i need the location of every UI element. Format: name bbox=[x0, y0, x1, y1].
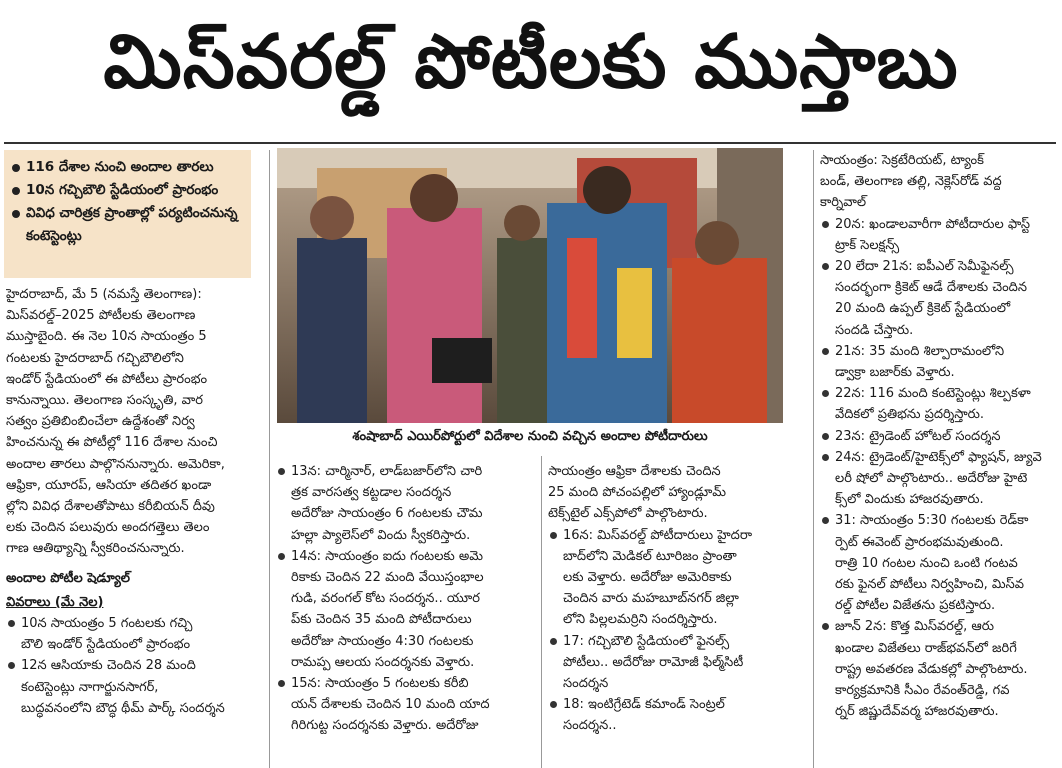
article-column-3 bbox=[548, 461, 810, 768]
highlights-box bbox=[4, 150, 251, 278]
text-line: 16న: మిస్‌వరల్డ్ పోటీదారులు హైదరా bbox=[563, 527, 752, 543]
text-line: కార్యక్రమానికి సీఎం రేవంత్‌రెడ్డి, గవ bbox=[835, 683, 1010, 699]
article-column-1 bbox=[6, 284, 264, 768]
bullet-icon bbox=[822, 623, 829, 630]
text-line: పోటీలు.. అదేరోజు రామోజీ ఫిల్మ్‌సిటీ bbox=[563, 654, 744, 670]
intro-paragraph bbox=[6, 284, 264, 560]
bullet-icon bbox=[822, 221, 829, 228]
bullet-icon bbox=[822, 454, 829, 461]
text-line: కార్నివాల్ bbox=[820, 195, 867, 211]
text-line: ఆఫ్రికా, యూరప్, ఆసియా తదితర ఖండా bbox=[6, 477, 212, 493]
schedule-item bbox=[820, 447, 1058, 511]
schedule-item bbox=[820, 616, 1058, 722]
bullet-icon bbox=[278, 680, 285, 687]
text-line: త్రక వారసత్వ కట్టడాల సందర్శన bbox=[291, 485, 452, 501]
text-line: సందర్భంగా క్రికెట్ ఆడే దేశాలకు చెందిన bbox=[835, 280, 1027, 296]
text-line: లకు చెందిన పలువురు అందగత్తెలు తెలం bbox=[6, 520, 210, 536]
bullet-icon bbox=[278, 553, 285, 560]
text-line: రాష్ట్ర అవతరణ వేడుకల్లో పాల్గొంటారు. bbox=[835, 661, 1028, 677]
bullet-icon bbox=[822, 390, 829, 397]
text-line: గాణ ఆతిథ్యాన్ని స్వీకరించనున్నారు. bbox=[6, 541, 185, 557]
schedule-item bbox=[548, 631, 810, 695]
text-line: ముస్తాబైంది. ఈ నెల 10న సాయంత్రం 5 bbox=[6, 329, 207, 345]
text-line: 22న: 116 మంది కంటెస్టెంట్లు శిల్పకళా bbox=[835, 386, 1031, 402]
text-line: రకు ఫైనల్ పోటీలు నిర్వహించి, మిస్‌వ bbox=[835, 577, 1024, 593]
text-line: బౌలి ఇండోర్ స్టేడియంలో ప్రారంభం bbox=[21, 637, 191, 653]
schedule-item bbox=[820, 341, 1058, 383]
text-line: అందాల తారలు పాల్గొననున్నారు. అమెరికా, bbox=[6, 456, 225, 472]
schedule-item bbox=[820, 510, 1058, 616]
text-line: 20 లేదా 21న: ఐపీఎల్ సెమీఫైనల్స్ bbox=[835, 259, 1014, 275]
text-line: ప్‌కు చెందిన 35 మంది పోటీదారులు bbox=[291, 612, 472, 628]
details-label: వివరాలు (మే నెల) bbox=[6, 594, 104, 610]
bullet-icon bbox=[278, 468, 285, 475]
schedule-item bbox=[820, 150, 1058, 214]
highlight-item: వివిధ చారిత్రక ప్రాంతాల్లో పర్యటించనున్న కంటెస్టెంట్లు bbox=[10, 202, 245, 248]
text-line: గంటలకు హైదరాబాద్ గచ్చిబౌలిలోని bbox=[6, 350, 184, 366]
text-line: గిరిగుట్ట సందర్శనకు వెళ్తారు. అదేరోజు bbox=[291, 718, 479, 734]
schedule-item bbox=[548, 461, 810, 525]
highlight-item: 116 దేశాల నుంచి అందాల తారలు bbox=[10, 156, 245, 179]
text-line: కానున్నాయి. తెలంగాణ సంస్కృతి, వార bbox=[6, 393, 203, 409]
text-line: హించనున్న ఈ పోటీల్లో 116 దేశాల నుంచి bbox=[6, 435, 218, 451]
text-line: క్స్‌లో విందుకు హాజరవుతారు. bbox=[835, 492, 984, 508]
bullet-icon bbox=[12, 164, 20, 172]
text-line: లోని పిల్లలమర్రిని సందర్శిస్తారు. bbox=[563, 612, 718, 628]
bullet-icon bbox=[550, 638, 557, 645]
schedule-item bbox=[820, 383, 1058, 425]
text-line: 23న: ట్రైడెంట్ హోటల్ సందర్శన bbox=[835, 428, 1001, 444]
text-line: డ్వాక్రా బజార్‌కు వెళ్తారు. bbox=[835, 365, 955, 381]
text-line: సత్వం ప్రతిబింబించేలా ఉద్దేశంతో నిర్వ bbox=[6, 414, 195, 430]
text-line: 25 మంది పోచంపల్లిలో హ్యాండ్లూమ్ bbox=[548, 485, 727, 501]
text-line: ఇండోర్ స్టేడియంలో ఈ పోటీలు ప్రారంభం bbox=[6, 371, 208, 387]
schedule-item bbox=[276, 673, 538, 737]
text-line: రాత్రి 10 గంటల నుంచి ఒంటి గంటవ bbox=[835, 555, 1018, 571]
bullet-icon bbox=[550, 701, 557, 708]
schedule-list bbox=[6, 613, 264, 719]
column-divider bbox=[813, 150, 814, 768]
photo-caption: శంషాబాద్ ఎయిర్‌పోర్టులో విదేశాల నుంచి వచ్చిన అందాల పోటీదారులు bbox=[352, 429, 708, 444]
text-line: 31: సాయంత్రం 5:30 గంటలకు రెడ్‌కా bbox=[835, 513, 1029, 529]
column-divider bbox=[541, 456, 542, 768]
text-line: సాయంత్రం: సెక్రటేరియట్, ట్యాంక్ bbox=[820, 153, 984, 168]
schedule-item bbox=[820, 256, 1058, 341]
schedule-item bbox=[276, 461, 538, 546]
bullet-icon bbox=[822, 433, 829, 440]
text-line: జూన్ 2న: కొత్త మిస్‌వరల్డ్, ఆరు bbox=[835, 619, 994, 635]
schedule-item bbox=[548, 525, 810, 631]
bullet-icon bbox=[822, 348, 829, 355]
text-line: చెందిన వారు మహబూబ్‌నగర్ జిల్లా bbox=[563, 591, 739, 607]
bullet-icon bbox=[12, 210, 20, 218]
text-line: బుద్ధవనంలోని బౌద్ధ థీమ్ పార్క్ సందర్శన bbox=[21, 700, 225, 716]
text-line: సందర్శన bbox=[563, 676, 609, 692]
headline: మిస్‌వరల్డ్ పోటీలకు ముస్తాబు bbox=[103, 19, 959, 105]
text-line: ట్రాక్ సెలక్షన్స్ bbox=[835, 237, 900, 253]
text-line: లరీ షోలో పాల్గొంటారు.. అదేరోజు హైటె bbox=[835, 471, 1028, 487]
text-line: ల్లోని వివిధ దేశాలతోపాటు కరీబియన్ దీవు bbox=[6, 499, 215, 515]
article-column-2 bbox=[276, 461, 538, 768]
schedule-item bbox=[820, 214, 1058, 256]
column-divider bbox=[269, 150, 270, 768]
text-line: బాద్‌లోని మెడికల్ టూరిజం ప్రాంతా bbox=[563, 548, 737, 564]
schedule-item bbox=[548, 694, 810, 736]
bullet-icon bbox=[12, 187, 20, 195]
airport-photo-icon bbox=[277, 148, 783, 423]
text-line: 24న: ట్రైడెంట్/హైటెక్స్‌లో ఫ్యాషన్, జ్యువె bbox=[835, 449, 1042, 465]
text-line: ఖండాల విజేతలు రాజ్‌భవన్‌లో జరిగే bbox=[835, 640, 1017, 656]
text-line: 14న: సాయంత్రం ఐదు గంటలకు అమె bbox=[291, 548, 483, 564]
text-line: 12న ఆసియాకు చెందిన 28 మంది bbox=[21, 658, 196, 674]
text-line: 10న సాయంత్రం 5 గంటలకు గచ్చి bbox=[21, 616, 193, 632]
bullet-icon bbox=[822, 517, 829, 524]
text-line: హల్లా ప్యాలెస్‌లో విందు స్వీకరిస్తారు. bbox=[291, 527, 471, 543]
text-line: బండ్, తెలంగాణ తల్లి, నెక్లెస్‌రోడ్ వద్ద bbox=[820, 174, 1002, 190]
schedule-item bbox=[276, 546, 538, 673]
text-line: వేదికలో ప్రతిభను ప్రదర్శిస్తారు. bbox=[835, 407, 984, 423]
bullet-icon bbox=[8, 620, 15, 627]
text-line: 13న: చార్మినార్, లాడ్‌బజార్‌లోని చారి bbox=[291, 464, 483, 479]
text-line: అదేరోజు సాయంత్రం 6 గంటలకు చౌమ bbox=[291, 506, 483, 522]
text-line: 20న: ఖండాలవారీగా పోటీదారుల ఫాస్ట్ bbox=[835, 216, 1030, 232]
text-line: ర్నర్ జిష్ణుదేవ్‌వర్మ హాజరవుతారు. bbox=[835, 704, 999, 720]
text-line: గుడి, వరంగల్ కోట సందర్శన.. యూర bbox=[291, 591, 480, 607]
headline-rule bbox=[4, 142, 1056, 144]
text-line: సందర్శన.. bbox=[563, 718, 617, 734]
text-line: రికాకు చెందిన 22 మంది వేయిస్తంభాల bbox=[291, 570, 484, 586]
schedule-item bbox=[6, 655, 264, 719]
text-line: మిస్‌వరల్డ్–2025 పోటీలకు తెలంగాణ bbox=[6, 308, 196, 324]
text-line: రల్డ్ పోటీల విజేతను ప్రకటిస్తారు. bbox=[835, 598, 996, 614]
schedule-item bbox=[820, 426, 1058, 447]
text-line: 17: గచ్చిబౌలి స్టేడియంలో ఫైనల్స్ bbox=[563, 633, 730, 649]
article-column-4 bbox=[820, 150, 1058, 768]
text-line: హైదరాబాద్, మే 5 (నమస్తే తెలంగాణ): bbox=[6, 287, 202, 302]
text-line: 15న: సాయంత్రం 5 గంటలకు కరీబి bbox=[291, 676, 469, 692]
text-line: 21న: 35 మంది శిల్పారామంలోని bbox=[835, 343, 1005, 359]
text-line: యన్ దేశాలకు చెందిన 10 మంది యాద bbox=[291, 697, 490, 713]
text-line: లకు వెళ్తారు. అదేరోజు అమెరికాకు bbox=[563, 570, 732, 586]
schedule-item bbox=[6, 613, 264, 655]
bullet-icon bbox=[550, 532, 557, 539]
text-line: కంటెస్టెంట్లు నాగార్జునసాగర్, bbox=[21, 679, 159, 695]
schedule-title: అందాల పోటీల షెడ్యూల్ bbox=[6, 570, 131, 586]
highlight-item: 10న గచ్చిబౌలి స్టేడియంలో ప్రారంభం bbox=[10, 179, 245, 202]
text-line: 20 మంది ఉప్పల్ క్రికెట్ స్టేడియంలో bbox=[835, 301, 1011, 317]
text-line: రామప్ప ఆలయ సందర్శనకు వెళ్తారు. bbox=[291, 654, 475, 670]
bullet-icon bbox=[822, 263, 829, 270]
text-line: 18: ఇంటిగ్రేటెడ్ కమాండ్ సెంట్రల్ bbox=[563, 697, 725, 713]
text-line: సాయంత్రం ఆఫ్రికా దేశాలకు చెందిన bbox=[548, 464, 721, 479]
bullet-icon bbox=[8, 662, 15, 669]
text-line: టెక్స్‌టైల్ ఎక్స్‌పోలో పాల్గొంటారు. bbox=[548, 506, 708, 522]
text-line: అదేరోజు సాయంత్రం 4:30 గంటలకు bbox=[291, 633, 474, 649]
text-line: ర్పెట్ ఈవెంట్ ప్రారంభమవుతుంది. bbox=[835, 534, 1004, 550]
photo-contestants bbox=[277, 148, 783, 423]
text-line: సందడి చేస్తారు. bbox=[835, 322, 914, 338]
